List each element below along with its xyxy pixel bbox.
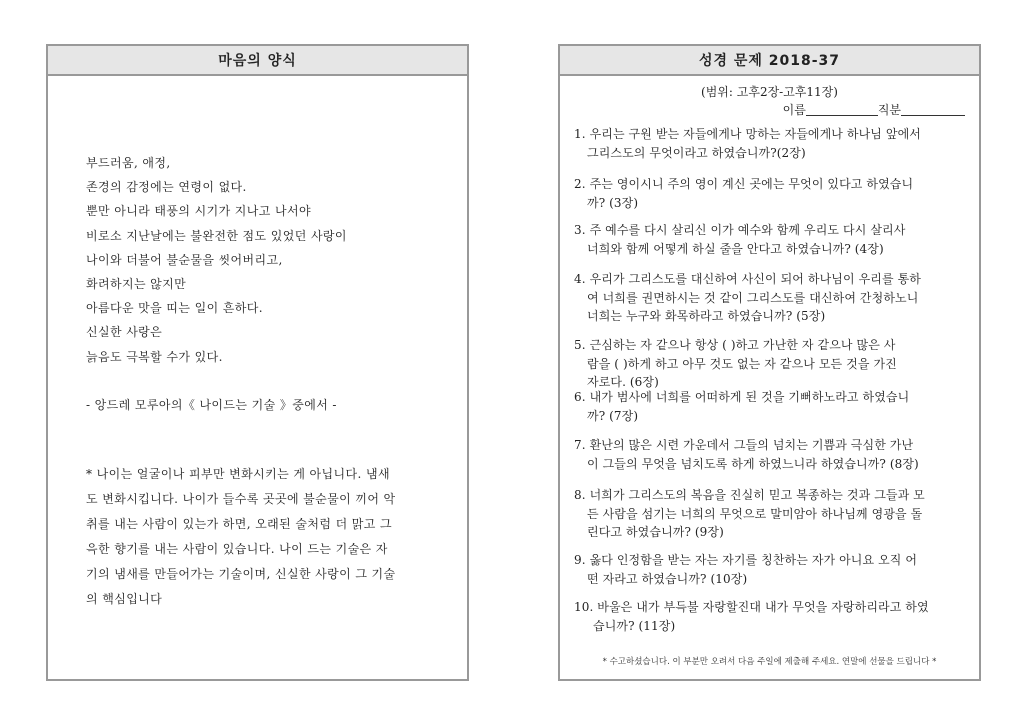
question-line: 10. 바울은 내가 부득불 자랑할진대 내가 무엇을 자랑하리라고 하였: [574, 600, 929, 614]
question-8: [574, 486, 966, 542]
question-4: [574, 270, 966, 326]
question-5: [574, 336, 966, 392]
question-3: [574, 221, 966, 258]
question-line: 너희는 누구와 화목하라고 하였습니까? (5장): [587, 309, 826, 323]
question-line: 든 사람을 섬기는 너희의 무엇으로 말미암아 하나님께 영광을 돌: [587, 506, 923, 521]
right-panel: [558, 44, 981, 681]
question-line: 8. 너희가 그리스도의 복음을 진실히 믿고 복종하는 것과 그들과 모: [574, 488, 925, 502]
question-line: 1. 우리는 구원 받는 자들에게나 망하는 자들에게나 하나님 앞에서: [574, 127, 921, 141]
question-line: 6. 내가 범사에 너희를 어떠하게 된 것을 기뻐하노라고 하였습니: [574, 390, 910, 404]
question-line: 람을 ( )하게 하고 아무 것도 없는 자 같으나 모든 것을 가진: [587, 356, 897, 371]
question-line: 까? (3장): [587, 195, 639, 210]
question-line: 2. 주는 영이시니 주의 영이 계신 곳에는 무엇이 있다고 하였습니: [574, 177, 914, 191]
poem-line: 부드러움, 애정,: [86, 156, 171, 170]
question-line: 이 그들의 무엇을 넘치도록 하게 하였느니라 하였습니까? (8장): [587, 456, 919, 471]
poem-line: 존경의 감정에는 연령이 없다.: [86, 180, 247, 195]
note-line: 취를 내는 사람이 있는가 하면, 오래된 술처럼 더 맑고 그: [86, 517, 392, 531]
question-line: 4. 우리가 그리스도를 대신하여 사신이 되어 하나님이 우리를 통하: [574, 272, 921, 286]
position-label: 직분: [877, 103, 901, 117]
question-9: [574, 551, 966, 588]
left-panel-title: 마음의 양식: [48, 46, 467, 76]
question-line: 린다고 하였습니까? (9장): [587, 525, 724, 539]
poem-source: - 앙드레 모루아의《 나이드는 기술 》중에서 -: [86, 398, 337, 412]
poem-note: [86, 462, 432, 612]
question-line: 9. 옳다 인정함을 받는 자는 자기를 칭찬하는 자가 아니요 오직 어: [574, 553, 918, 567]
question-7: [574, 436, 966, 473]
question-6: [574, 388, 966, 425]
note-line: * 나이는 얼굴이나 피부만 변화시키는 게 아닙니다. 냄새: [86, 467, 390, 481]
poem-line: 나이와 더불어 불순물을 씻어버리고,: [86, 252, 283, 267]
note-line: 윽한 향기를 내는 사람이 있습니다. 나이 드는 기술은 자: [86, 542, 388, 556]
question-line: 자로다. (6장): [587, 375, 659, 389]
question-line: 너희와 함께 어떻게 하실 줄을 안다고 하였습니까? (4장): [587, 241, 884, 256]
question-line: 그리스도의 무엇이라고 하였습니까?(2장): [587, 145, 806, 160]
question-line: 여 너희를 권면하시는 것 같이 그리스도를 대신하여 간청하노니: [587, 290, 919, 305]
question-line: 습니까? (11장): [593, 618, 676, 633]
question-line: 까? (7장): [587, 408, 639, 423]
question-line: 5. 근심하는 자 같으나 항상 ( )하고 가난한 자 같으나 많은 사: [574, 338, 896, 352]
right-panel-title: 성경 문제 2018-37: [560, 46, 979, 76]
footer-note: * 수고하셨습니다. 이 부분만 오려서 다음 주일에 제출해 주세요. 연말에 선물을 드립니다 *: [602, 657, 937, 667]
poem-line: 화려하지는 않지만: [86, 276, 187, 291]
poem: [86, 151, 456, 369]
question-line: 떤 자라고 하였습니까? (10장): [587, 571, 748, 586]
note-line: 기의 냄새를 만들어가는 기술이며, 신실한 사랑이 그 기술: [86, 567, 396, 581]
note-line: 의 핵심입니다: [86, 592, 163, 606]
question-1: [574, 125, 966, 162]
question-line: 7. 환난의 많은 시련 가운데서 그들의 넘치는 기쁨과 극심한 가난: [574, 438, 914, 452]
question-10: [574, 598, 966, 635]
name-position-fields: [783, 101, 965, 118]
poem-line: 신실한 사랑은: [86, 325, 163, 340]
name-blank: [806, 103, 878, 116]
left-panel: [46, 44, 469, 681]
quiz-range: (범위: 고후2장-고후11장): [701, 85, 838, 99]
poem-line: 아름다운 맛을 띠는 일이 흔하다.: [86, 301, 263, 316]
poem-line: 비로소 지난날에는 불완전한 점도 있었던 사랑이: [86, 228, 347, 243]
name-label: 이름: [782, 103, 806, 117]
question-2: [574, 175, 966, 212]
position-blank: [901, 103, 965, 116]
poem-line: 늙음도 극복할 수가 있다.: [86, 349, 223, 364]
note-line: 도 변화시킵니다. 나이가 들수록 곳곳에 불순물이 끼어 악: [86, 492, 396, 506]
question-line: 3. 주 예수를 다시 살리신 이가 예수와 함께 우리도 다시 살리사: [574, 223, 906, 237]
poem-line: 뿐만 아니라 태풍의 시기가 지나고 나서야: [86, 204, 311, 219]
